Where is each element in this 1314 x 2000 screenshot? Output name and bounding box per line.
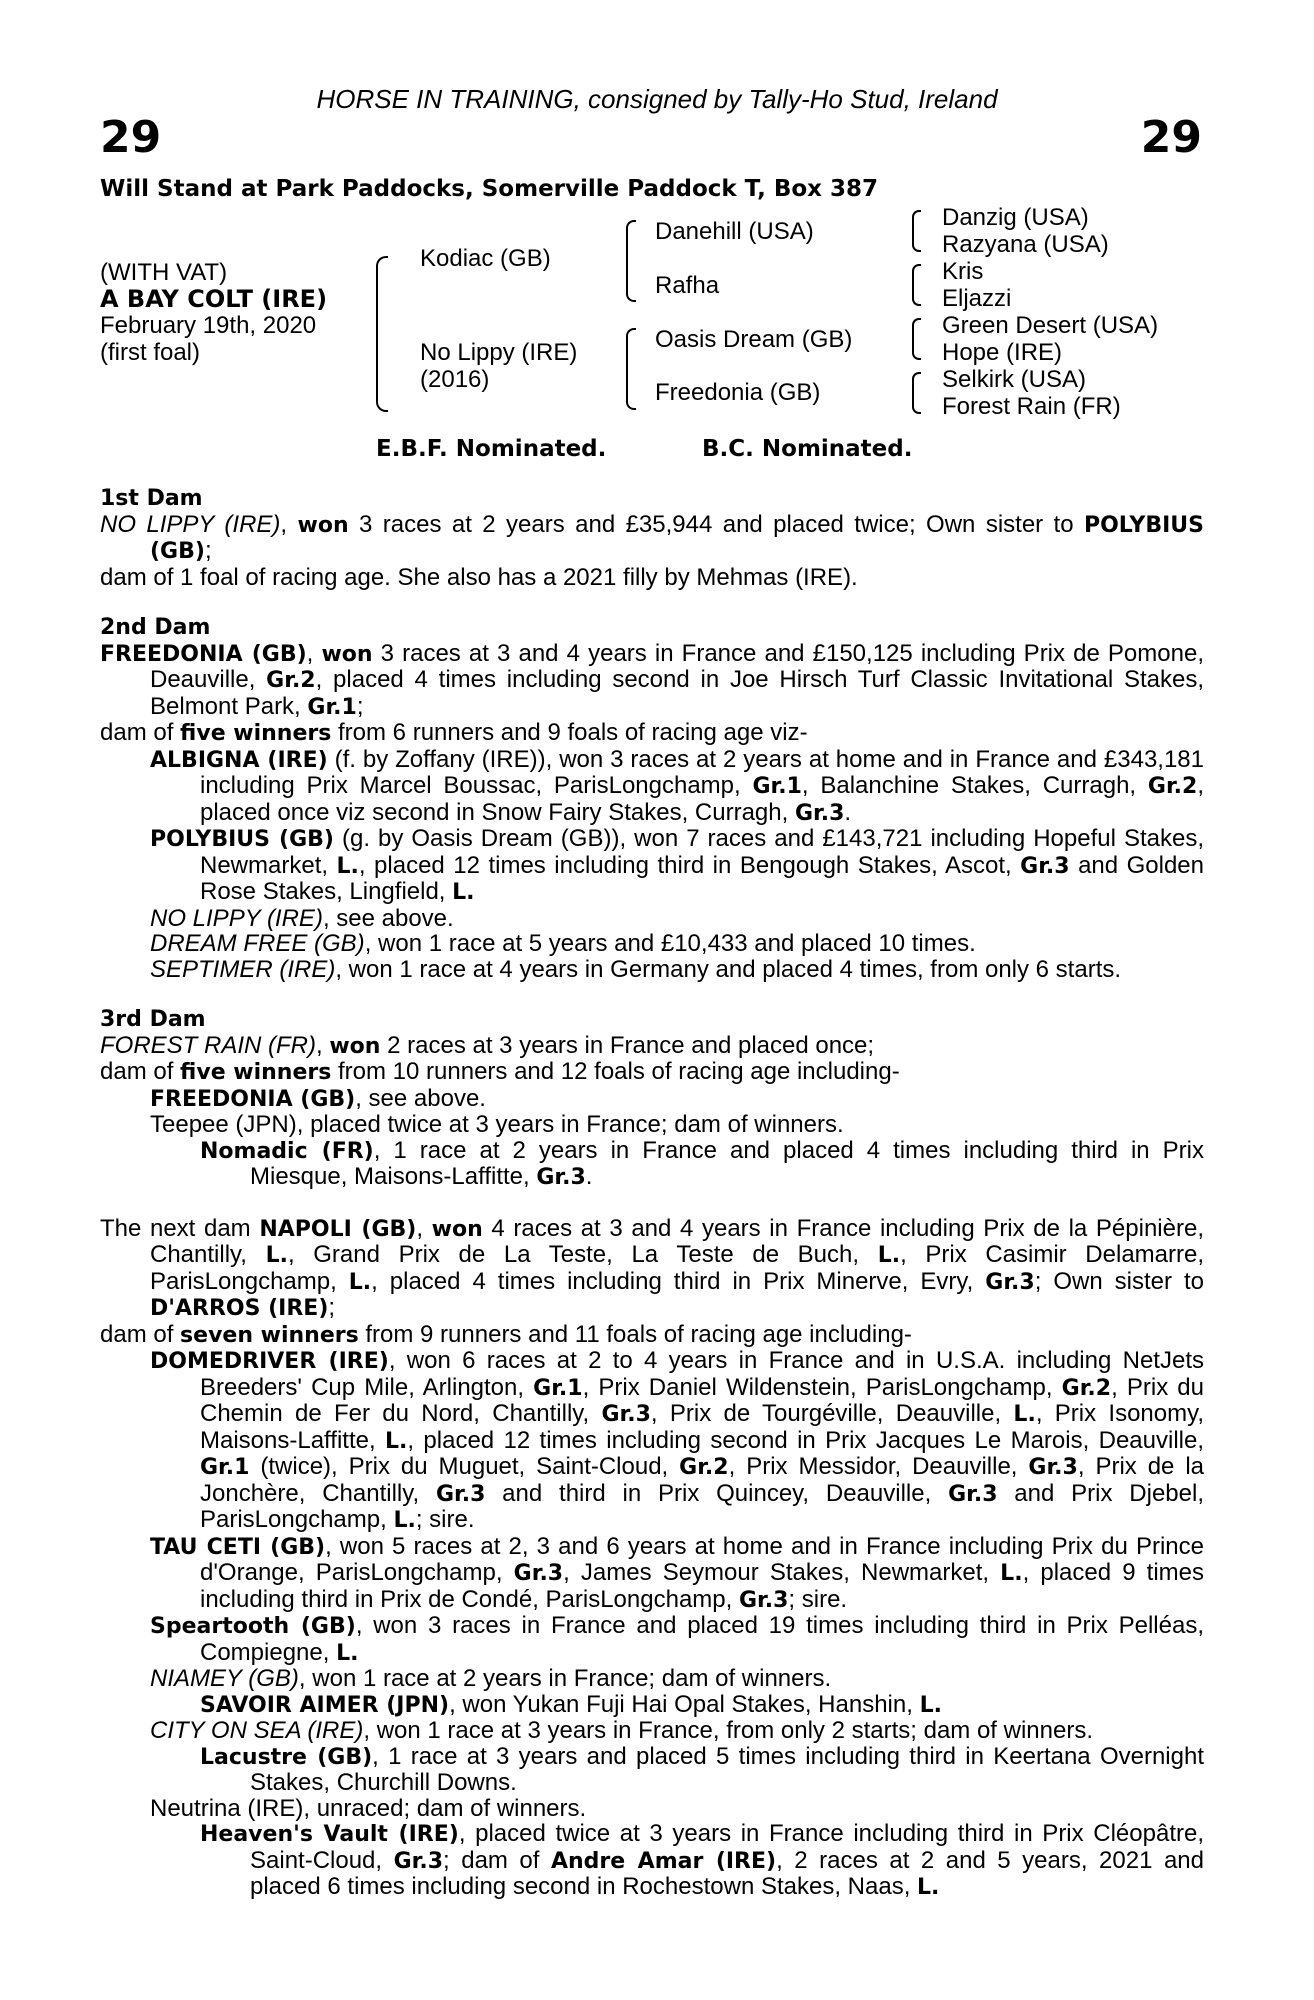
pedigree-brace-main (376, 256, 388, 412)
produce-city-on-sea: CITY ON SEA (IRE), won 1 race at 3 years in France, from only 2 starts; dam of winners. (150, 1717, 1094, 1744)
lot-number-left: 29 (100, 112, 162, 163)
third-dam-heading: 3rd Dam (100, 1007, 206, 1032)
produce-no-lippy: NO LIPPY (IRE), see above. (150, 904, 454, 932)
produce-lacustre: Lacustre (GB), 1 race at 3 years and placed 5 times including third in Keertana Overnight Stakes, Churchill Downs. (200, 1742, 1204, 1796)
gen3-2: Razyana (USA) (942, 231, 1109, 258)
gen3-5: Green Desert (USA) (942, 312, 1159, 339)
dam-year: (2016) (420, 366, 490, 393)
ebf-nominated: E.B.F. Nominated. (376, 436, 607, 462)
vat-note: (WITH VAT) (100, 259, 228, 286)
produce-neutrina: Neutrina (IRE), unraced; dam of winners. (150, 1794, 587, 1822)
third-dam-produce: dam of five winners from 10 runners and 12 foals of racing age including- (100, 1058, 900, 1085)
produce-tau-ceti: TAU CETI (GB), won 5 races at 2, 3 and 6 years at home and in France including Prix du Prince d'Orange, ParisLongchamp, Gr.3, James Seymour Stakes, Newmarket, L., placed 9 times including third in Prix de Condé, ParisLongchamp, Gr.3; sire. (150, 1532, 1204, 1613)
dam: No Lippy (IRE) (420, 339, 578, 366)
bc-nominated: B.C. Nominated. (702, 436, 913, 462)
sire-sire: Danehill (USA) (655, 218, 814, 245)
dam-sire: Oasis Dream (GB) (655, 326, 853, 353)
produce-septimer: SEPTIMER (IRE), won 1 race at 4 years in Germany and placed 4 times, from only 6 starts. (150, 955, 1122, 983)
catalogue-header: HORSE IN TRAINING, consigned by Tally-Ho Stud, Ireland (316, 84, 998, 114)
second-dam-produce: dam of five winners from 6 runners and 9 foals of racing age viz- (100, 719, 808, 746)
pedigree-brace-sire (626, 220, 636, 302)
catalogue-body (100, 486, 1204, 1901)
first-dam-heading: 1st Dam (100, 486, 203, 511)
gen3-6: Hope (IRE) (942, 339, 1063, 366)
pedigree-brace-g2 (912, 264, 921, 306)
produce-domedriver: DOMEDRIVER (IRE), won 6 races at 2 to 4 years in France and in U.S.A. including NetJets Breeders' Cup Mile, Arlington, Gr.1, Prix Daniel Wildenstein, ParisLongchamp, Gr.2, Prix du Chemin de Fer du Nord, Chantilly, Gr.3, Prix de Tourgéville, Deauville, L., Prix Isonomy, Maisons-Laffitte, L., placed 12 times including second in Prix Jacques Le Marois, Deauville, Gr.1 (twice), Prix du Muguet, Saint-Cloud, Gr.2, Prix Messidor, Deauville, Gr.3, Prix de la Jonchère, Chantilly, Gr.3 and third in Prix Quincey, Deauville, Gr.3 and Prix Djebel, ParisLongchamp, L.; sire. (150, 1347, 1205, 1533)
next-dam-produce: dam of seven winners from 9 runners and 11 foals of racing age including- (100, 1320, 912, 1348)
third-dam-entry: FOREST RAIN (FR), won 2 races at 3 years in France and placed once; (100, 1031, 875, 1059)
first-dam-entry: NO LIPPY (IRE), won 3 races at 2 years and £35,944 and placed twice; Own sister to POLYBIUS (GB); (100, 510, 1204, 564)
gen3-7: Selkirk (USA) (942, 366, 1087, 393)
second-dam-entry: FREEDONIA (GB), won 3 races at 3 and 4 years in France and £150,125 including Prix de Pomone, Deauville, Gr.2, placed 4 times including second in Joe Hirsch Turf Classic Invitational Stakes, Belmont Park, Gr.1; (100, 639, 1204, 720)
dam-dam: Freedonia (GB) (655, 379, 821, 406)
gen3-1: Danzig (USA) (942, 204, 1089, 231)
produce-niamey: NIAMEY (GB), won 1 race at 2 years in France; dam of winners. (150, 1665, 832, 1692)
gen3-4: Eljazzi (942, 285, 1012, 312)
produce-speartooth: Speartooth (GB), won 3 races in France and placed 19 times including third in Prix Pelléas, Compiegne, L. (150, 1612, 1204, 1666)
sire: Kodiac (GB) (420, 245, 551, 272)
produce-nomadic: Nomadic (FR), 1 race at 2 years in France and placed 4 times including third in Prix Miesque, Maisons-Laffitte, Gr.3. (200, 1136, 1204, 1190)
pedigree-brace-dam (626, 328, 636, 410)
produce-teepee: Teepee (JPN), placed twice at 3 years in France; dam of winners. (150, 1111, 844, 1138)
produce-freedonia: FREEDONIA (GB), see above. (150, 1084, 486, 1112)
pedigree-brace-g1 (912, 210, 921, 252)
second-dam-heading: 2nd Dam (100, 615, 211, 640)
gen3-8: Forest Rain (FR) (942, 393, 1121, 420)
produce-polybius: POLYBIUS (GB) (g. by Oasis Dream (GB)), won 7 races and £143,721 including Hopeful Stakes, Newmarket, L., placed 12 times including third in Bengough Stakes, Ascot, Gr.3 and Golden Rose Stakes, Lingfield, L. (150, 825, 1205, 905)
produce-albigna: ALBIGNA (IRE) (f. by Zoffany (IRE)), won 3 races at 2 years at home and in France and £343,181 including Prix Marcel Boussac, ParisLongchamp, Gr.1, Balanchine Stakes, Curragh, Gr.2, placed once viz second in Snow Fairy Stakes, Curragh, Gr.3. (150, 745, 1204, 826)
produce-dream-free: DREAM FREE (GB), won 1 race at 5 years and £10,433 and placed 10 times. (150, 930, 976, 957)
produce-savoir-aimer: SAVOIR AIMER (JPN), won Yukan Fuji Hai Opal Stakes, Hanshin, L. (200, 1690, 942, 1718)
horse-name: A BAY COLT (IRE) (100, 285, 328, 313)
pedigree-brace-g3 (912, 318, 921, 360)
sire-dam: Rafha (655, 272, 720, 299)
next-dam-entry: The next dam NAPOLI (GB), won 4 races at 3 and 4 years in France including Prix de la Pépinière, Chantilly, L., Grand Prix de La Teste, La Teste de Buch, L., Prix Casimir Delamarre, ParisLongchamp, L., placed 4 times including third in Prix Minerve, Evry, Gr.3; Own sister to D'ARROS (IRE); (100, 1214, 1205, 1321)
gen3-3: Kris (942, 258, 984, 285)
pedigree-brace-g4 (912, 372, 921, 414)
produce-heavens-vault: Heaven's Vault (IRE), placed twice at 3 years in France including third in Prix Cléopâtre, Saint-Cloud, Gr.3; dam of Andre Amar (IRE), 2 races at 2 and 5 years, 2021 and placed 6 times including second in Rochestown Stakes, Naas, L. (200, 1820, 1204, 1900)
horse-note: (first foal) (100, 339, 201, 366)
horse-dob: February 19th, 2020 (100, 312, 317, 339)
stand-location: Will Stand at Park Paddocks, Somerville Paddock T, Box 387 (100, 176, 879, 202)
lot-number-right: 29 (1140, 112, 1202, 163)
first-dam-produce: dam of 1 foal of racing age. She also has a 2021 filly by Mehmas (IRE). (100, 563, 858, 591)
